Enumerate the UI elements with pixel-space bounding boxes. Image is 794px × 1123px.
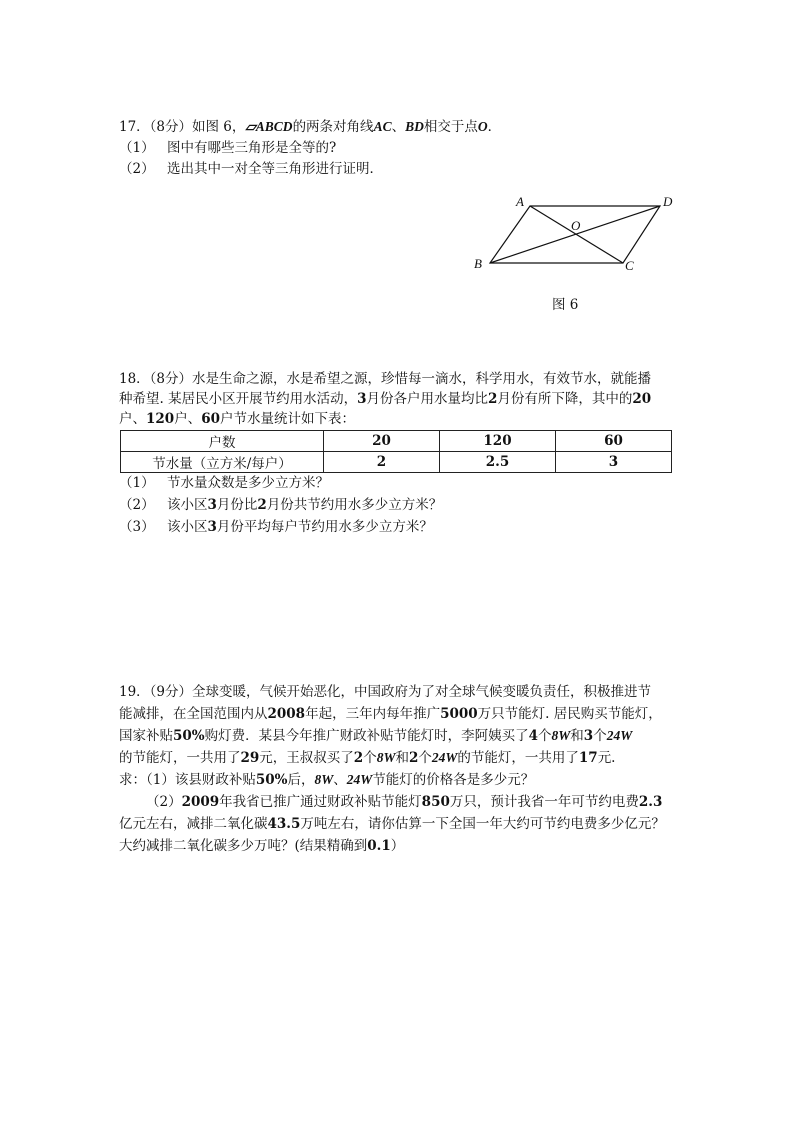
- q19-text: 能减排，在全国范围内从: [119, 706, 268, 722]
- q19-line8: [119, 837, 404, 855]
- diagonal-bd: [490, 206, 660, 263]
- q18-sub3-text2: 月份平均每户节约用水多少立方米？: [216, 519, 433, 535]
- q18-line3-text2: 户、: [174, 411, 202, 427]
- q18-count-20: 20: [632, 391, 652, 407]
- q17-header-end: ．: [487, 119, 502, 135]
- table-cell: 3: [556, 452, 672, 473]
- q19-text: 万只，预计我省一年可节约电费: [449, 794, 639, 810]
- q19-text: 和: [395, 750, 409, 766]
- q19-text: 元.: [597, 750, 616, 766]
- q18-line1: 18．（8分）水是生命之源，水是希望之源，珍惜每一滴水，科学用水，有效节水，就能播: [119, 371, 652, 387]
- q17-ac: AC: [373, 119, 392, 134]
- q19-num: 17: [578, 750, 598, 766]
- q18-sub2-num: （2）: [119, 497, 155, 513]
- q17-sub2: [119, 160, 383, 178]
- q17-sep: 、: [391, 119, 406, 135]
- q19-line5: [119, 771, 534, 789]
- q19-num: 0.1: [367, 838, 391, 854]
- q19-num: 29: [240, 750, 260, 766]
- q19-num: 43.5: [267, 816, 301, 832]
- q19-text: 节能灯的价格各是多少元？: [372, 772, 535, 788]
- q18-line2: [119, 390, 651, 408]
- label-b: B: [474, 256, 482, 271]
- q18-sub1-num: （1）: [119, 475, 155, 491]
- q19-text: 国家补贴: [119, 728, 173, 744]
- q17-shape: ▱ABCD: [245, 119, 293, 134]
- q17-sub2-text: 选出其中一对全等三角形进行证明．: [167, 161, 383, 177]
- table-cell: 2: [324, 452, 440, 473]
- water-saving-table: [120, 430, 672, 473]
- q18-count-120: 120: [146, 411, 175, 427]
- q18-sub1-text: 节水量众数是多少立方米？: [167, 475, 329, 491]
- q19-text: 万吨左右，请你估算一下全国一年大约可节约电费多少亿元？: [300, 816, 665, 832]
- figure-caption: 图 6: [552, 297, 579, 313]
- q18-line2-text2: 月份各户用水量均比: [366, 391, 488, 407]
- label-c: C: [625, 258, 634, 273]
- q17-bd: BD: [405, 119, 424, 134]
- q18-sub3-text: 该小区: [167, 519, 208, 535]
- q19-text: 、: [333, 772, 347, 788]
- q19-text: 个: [538, 728, 552, 744]
- q19-line2: [119, 705, 662, 723]
- q19-year-2009: 2009: [181, 794, 220, 810]
- q17-o: O: [477, 119, 488, 134]
- q19-text: 和: [570, 728, 584, 744]
- q19-line7: [119, 815, 665, 833]
- table-row: [121, 452, 672, 473]
- q19-text: 个: [593, 728, 607, 744]
- table-cell: 2.5: [440, 452, 556, 473]
- table-header-households: 户数: [121, 431, 324, 452]
- q19-text: 的节能灯，一共用了: [457, 750, 579, 766]
- q19-percent: 50%: [173, 728, 205, 744]
- label-d: D: [663, 194, 673, 209]
- q19-text: 的节能灯，一共用了: [119, 750, 241, 766]
- q19-text: 年起，三年内每年推广: [305, 706, 441, 722]
- q18-sub2-text2: 月份比: [216, 497, 258, 513]
- q18-line3-text3: 户节水量统计如下表：: [219, 411, 355, 427]
- q19-text: 元，王叔叔买了: [259, 750, 354, 766]
- q17-header-prefix: 17．（8分）如图 6，: [119, 119, 246, 135]
- q17-sub1-text: 图中有哪些三角形是全等的?: [167, 140, 337, 156]
- q17-sub1: [119, 139, 336, 157]
- q18-line2-text: 种希望. 某居民小区开展节约用水活动，: [119, 391, 358, 407]
- q18-sub2: [119, 496, 442, 514]
- q19-8w: 8W: [551, 728, 571, 743]
- q18-sub2-month2: 2: [257, 497, 267, 513]
- q19-text: 亿元左右，减排二氧化碳: [119, 816, 268, 832]
- table-header-saving: 节水量（立方米/每户）: [121, 452, 324, 473]
- q19-line4: [119, 749, 615, 767]
- q19-text: 年我省已推广通过财政补贴节能灯: [219, 794, 422, 810]
- q18-sub1: [119, 474, 329, 492]
- q19-count-5000: 5000: [440, 706, 478, 722]
- label-o: O: [571, 218, 581, 233]
- q18-line2-text3: 月份有所下降，其中的: [497, 391, 633, 407]
- q19-24w: 24W: [346, 772, 373, 787]
- q18-count-60: 60: [201, 411, 220, 427]
- q19-line6: [146, 793, 662, 811]
- q19-text: 购灯费．某县今年推广财政补贴节能灯时，李阿姨买了: [204, 728, 529, 744]
- q19-year-2008: 2008: [267, 706, 306, 722]
- q19-24w: 24W: [606, 728, 633, 743]
- q18-line3-text: 户、: [119, 411, 146, 427]
- parallelogram-figure: [468, 190, 688, 280]
- q18-sub2-month3: 3: [207, 497, 217, 513]
- q18-line3: [119, 410, 355, 428]
- q19-num: 2.3: [638, 794, 663, 810]
- q19-num: 2: [408, 750, 419, 766]
- q17-sub2-num: （2）: [119, 161, 155, 177]
- q17-header-mid2: 相交于点: [423, 119, 478, 135]
- q19-line3: [119, 727, 632, 745]
- q19-text: 万只节能灯. 居民购买节能灯，: [477, 706, 662, 722]
- q19-text: 个: [363, 750, 377, 766]
- table-cell: 120: [440, 431, 556, 452]
- q19-24w: 24W: [431, 750, 458, 765]
- q19-num: 4: [528, 728, 539, 744]
- q19-percent: 50%: [255, 772, 288, 788]
- q19-text: 大约减排二氧化碳多少万吨？(结果精确到: [119, 838, 368, 854]
- q18-sub2-text3: 月份共节约用水多少立方米？: [266, 497, 443, 513]
- q19-text: （2）: [146, 794, 182, 810]
- q18-month-3: 3: [357, 391, 367, 407]
- table-row: [121, 431, 672, 452]
- q19-text: 求：（1）该县财政补贴: [119, 772, 256, 788]
- q19-num: 850: [421, 794, 450, 810]
- q19-text: 个: [418, 750, 432, 766]
- q19-8w: 8W: [314, 772, 334, 787]
- q18-month-2: 2: [488, 391, 498, 407]
- q19-line1: 19．（9分）全球变暖，气候开始恶化，中国政府为了对全球气候变暖负责任，积极推进节: [119, 684, 652, 700]
- q17-header-mid1: 的两条对角线: [292, 119, 374, 135]
- q19-8w: 8W: [376, 750, 396, 765]
- table-cell: 60: [556, 431, 672, 452]
- q18-sub3: [119, 518, 433, 536]
- q17-header: [119, 118, 501, 136]
- q19-num: 3: [583, 728, 594, 744]
- q19-num: 2: [353, 750, 364, 766]
- q19-text: 后，: [287, 772, 315, 788]
- q18-sub2-text: 该小区: [167, 497, 208, 513]
- q17-sub1-num: （1）: [119, 140, 155, 156]
- label-a: A: [516, 194, 524, 209]
- table-cell: 20: [324, 431, 440, 452]
- q18-sub3-month3: 3: [207, 519, 217, 535]
- q18-sub3-num: （3）: [119, 519, 155, 535]
- q19-text: ）: [390, 838, 405, 854]
